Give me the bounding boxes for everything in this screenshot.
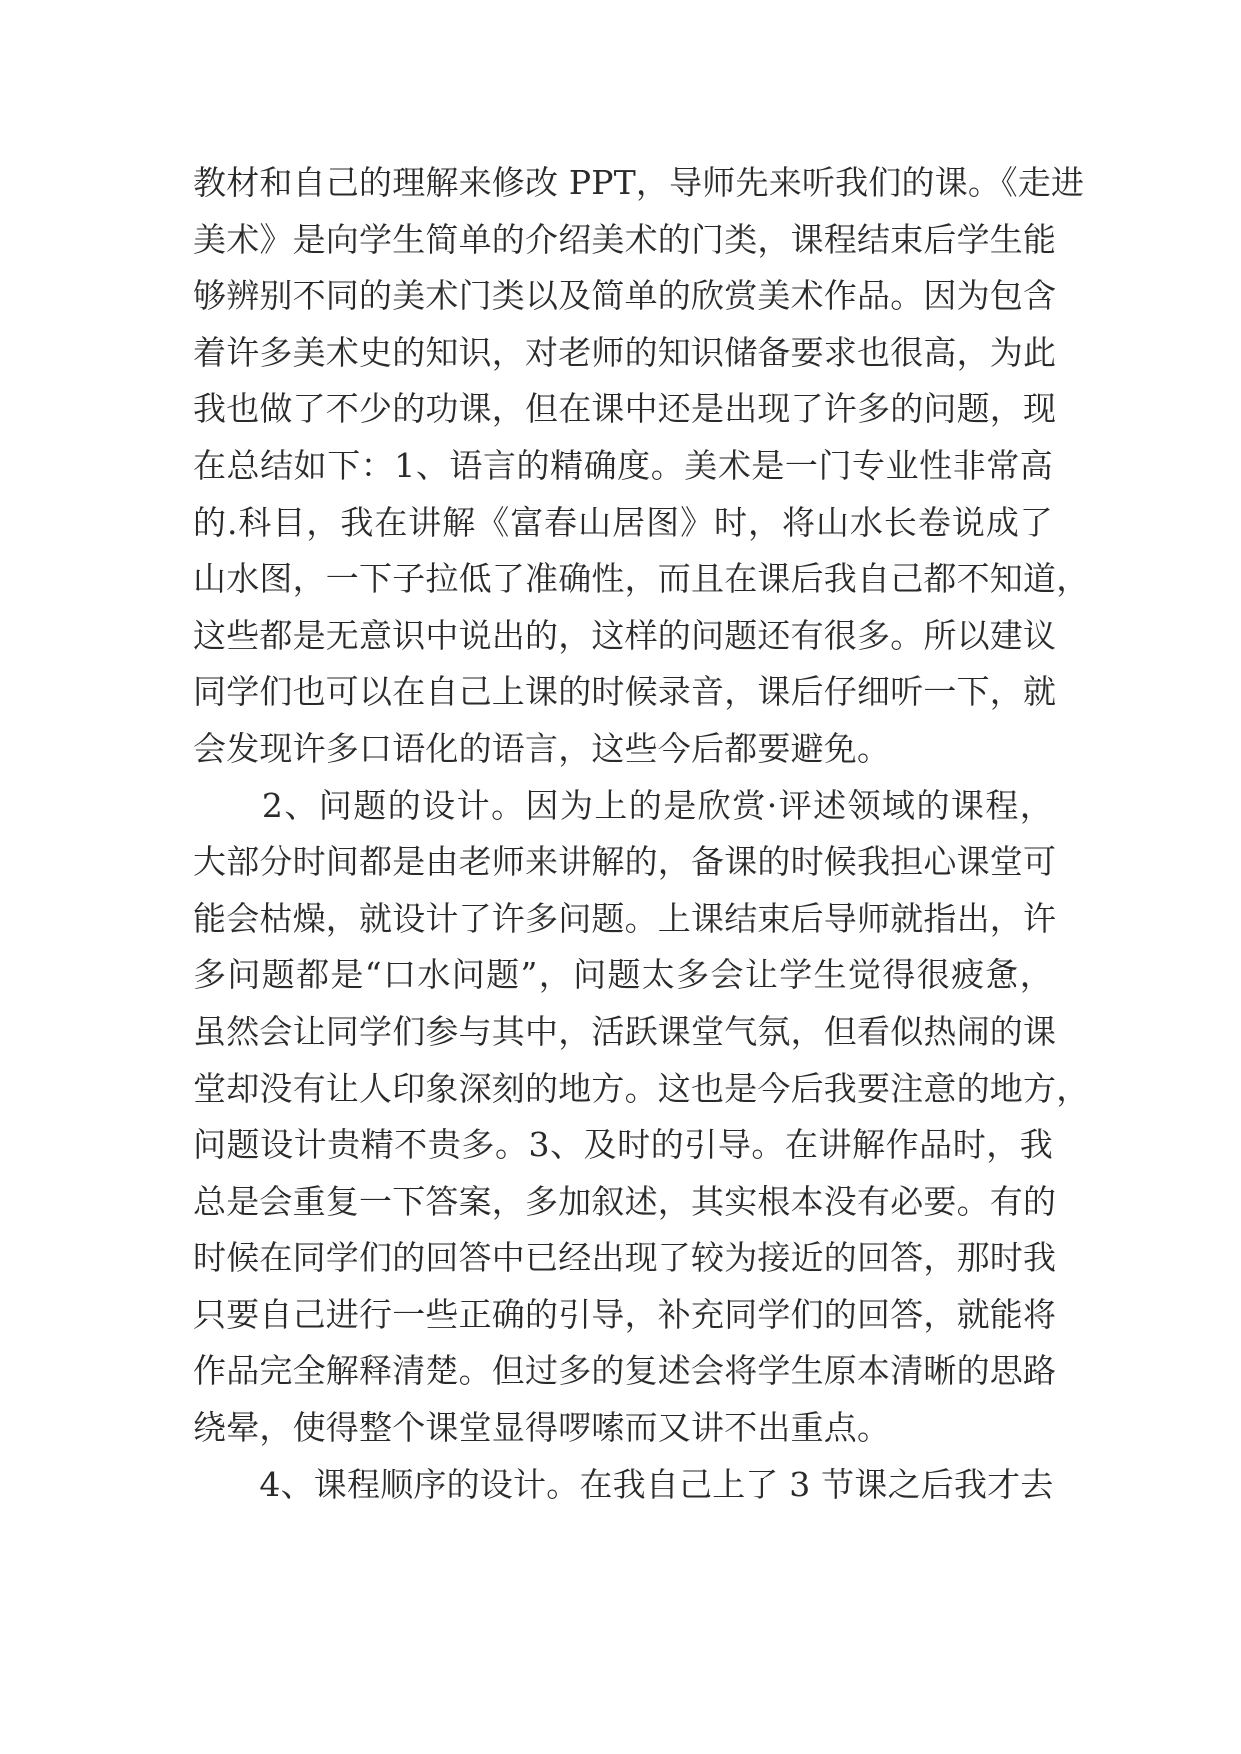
text-line: 大部分时间都是由老师来讲解的，备课的时候我担心课堂可 (193, 842, 1057, 882)
text-line: 堂却没有让人印象深刻的地方。这也是今后我要注意的地方， (193, 1068, 1090, 1108)
text-line: 这些都是无意识中说出的，这样的问题还有很多。所以建议 (193, 615, 1057, 655)
text-line: 时候在同学们的回答中已经出现了较为接近的回答，那时我 (193, 1238, 1057, 1278)
text-line: 同学们也可以在自己上课的时候录音，课后仔细听一下，就 (193, 672, 1057, 712)
text-line: 2、问题的设计。因为上的是欣赏·评述领域的课程， (193, 785, 1053, 825)
text-line: 够辨别不同的美术门类以及简单的欣赏美术作品。因为包含 (193, 276, 1057, 316)
text-line: 总是会重复一下答案，多加叙述，其实根本没有必要。有的 (193, 1181, 1057, 1221)
text-line: 的.科目，我在讲解《富春山居图》时，将山水长卷说成了 (193, 502, 1053, 542)
text-line: 教材和自己的理解来修改 PPT，导师先来听我们的课。《走进 (193, 163, 1085, 202)
text-line: 在总结如下：1、语言的精确度。美术是一门专业性非常高 (193, 445, 1053, 485)
text-line: 我也做了不少的功课，但在课中还是出现了许多的问题，现 (193, 389, 1057, 429)
text-line: 多问题都是“口水问题”，问题太多会让学生觉得很疲惫， (193, 955, 1053, 995)
text-line: 美术》是向学生简单的介绍美术的门类，课程结束后学生能 (193, 219, 1057, 259)
text-line: 能会枯燥，就设计了许多问题。上课结束后导师就指出，许 (193, 898, 1057, 938)
text-line: 只要自己进行一些正确的引导，补充同学们的回答，就能将 (193, 1294, 1057, 1334)
text-line: 山水图，一下子拉低了准确性，而且在课后我自己都不知道， (193, 559, 1090, 599)
text-line: 会发现许多口语化的语言，这些今后都要避免。 (193, 728, 891, 768)
text-line: 虽然会让同学们参与其中，活跃课堂气氛，但看似热闹的课 (193, 1011, 1057, 1051)
text-line: 4、课程顺序的设计。在我自己上了 3 节课之后我才去 (193, 1464, 1054, 1504)
text-line: 问题设计贵精不贵多。3、及时的引导。在讲解作品时，我 (193, 1125, 1053, 1165)
body-text (193, 155, 1090, 1513)
text-line: 着许多美术史的知识，对老师的知识储备要求也很高，为此 (193, 332, 1057, 372)
text-line: 作品完全解释清楚。但过多的复述会将学生原本清晰的思路 (193, 1351, 1057, 1391)
text-line: 绕晕，使得整个课堂显得啰嗦而又讲不出重点。 (193, 1408, 891, 1448)
